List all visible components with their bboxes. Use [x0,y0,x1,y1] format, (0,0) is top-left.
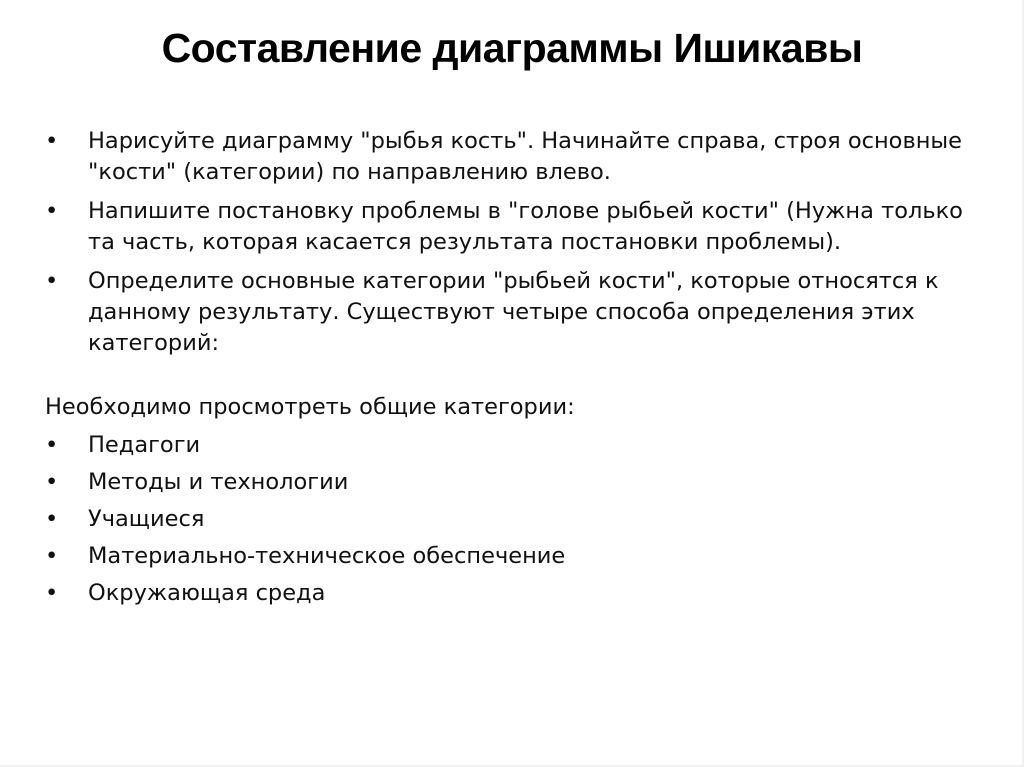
step-item [45,196,985,258]
bullet-icon: • [45,198,59,224]
category-text: Окружающая среда [88,580,326,606]
bullet-icon: • [45,432,59,458]
bullet-icon: • [45,128,59,154]
category-item [45,430,985,461]
step-text: Нарисуйте диаграмму "рыбья кость". Начинайте справа, строя основные "кости" (категории) по направлению влево. [88,128,963,185]
categories-intro: Необходимо просмотреть общие категории: [45,394,575,420]
category-text: Педагоги [88,432,201,458]
bullet-icon: • [45,580,59,606]
category-item [45,541,985,572]
category-item [45,504,985,535]
bullet-icon: • [45,506,59,532]
step-item [45,126,985,188]
slide-title: Составление диаграммы Ишикавы [161,25,863,71]
category-item [45,467,985,498]
step-item [45,266,985,359]
category-text: Материально-техническое обеспечение [88,543,566,569]
bullet-icon: • [45,469,59,495]
step-text: Напишите постановку проблемы в "голове рыбьей кости" (Нужна только та часть, которая касается результата постановки проблемы). [88,198,963,255]
category-text: Методы и технологии [88,469,349,495]
bullet-icon: • [45,268,59,294]
step-text: Определите основные категории "рыбьей кости", которые относятся к данному результату. Существуют четыре способа определения этих категорий: [88,268,939,356]
bullet-icon: • [45,543,59,569]
slide-body [45,126,985,615]
category-item [45,578,985,609]
category-text: Учащиеся [88,506,205,532]
